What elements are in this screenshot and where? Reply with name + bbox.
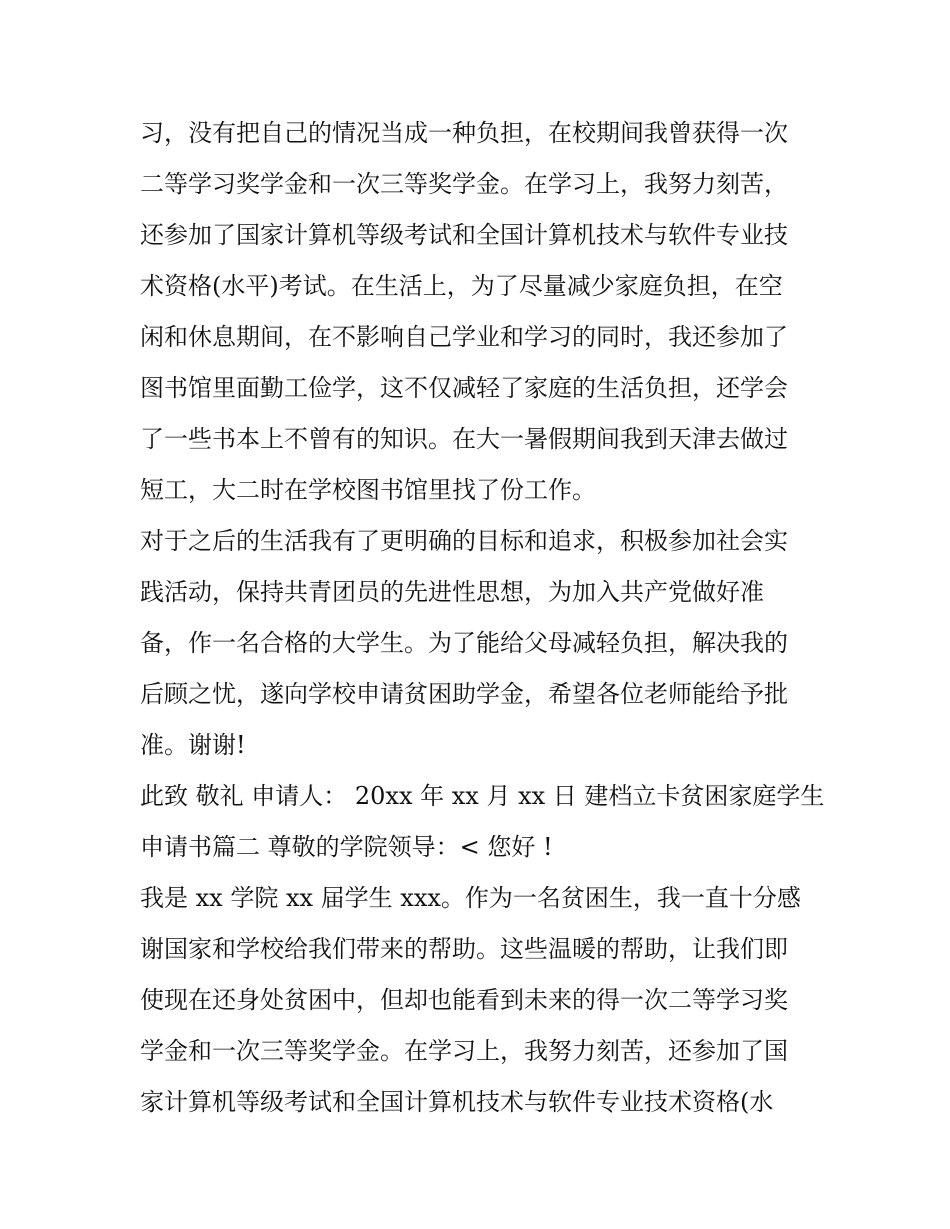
text-line: 准。谢谢! — [140, 731, 246, 759]
text-line: 我是 xx 学院 xx 届学生 xxx。作为一名贫困生，我一直十分感 — [140, 884, 801, 912]
text-line: 此致 敬礼 申请人： 20xx 年 xx 月 xx 日 建档立卡贫困家庭学生 — [140, 782, 825, 810]
text-line: 习，没有把自己的情况当成一种负担，在校期间我曾获得一次 — [140, 119, 788, 147]
text-line: 了一些书本上不曾有的知识。在大一暑假期间我到天津去做过 — [140, 425, 788, 453]
body-text — [140, 108, 825, 1128]
text-line: 谢国家和学校给我们带来的帮助。这些温暖的帮助，让我们即 — [140, 935, 788, 963]
text-line: 学金和一次三等奖学金。在学习上，我努力刻苦，还参加了国 — [140, 1037, 788, 1065]
text-line: 家计算机等级考试和全国计算机技术与软件专业技术资格(水 — [140, 1088, 774, 1116]
text-line: 还参加了国家计算机等级考试和全国计算机技术与软件专业技 — [140, 221, 788, 249]
text-line: 闲和休息期间，在不影响自己学业和学习的同时，我还参加了 — [140, 323, 788, 351]
text-line: 后顾之忧，遂向学校申请贫困助学金，希望各位老师能给予批 — [140, 680, 788, 708]
text-line: 对于之后的生活我有了更明确的目标和追求，积极参加社会实 — [140, 527, 788, 555]
text-line: 二等学习奖学金和一次三等奖学金。在学习上，我努力刻苦， — [140, 170, 788, 198]
text-line: 践活动，保持共青团员的先进性思想，为加入共产党做好准 — [140, 578, 764, 606]
text-line: 短工，大二时在学校图书馆里找了份工作。 — [140, 476, 596, 504]
text-line: 术资格(水平)考试。在生活上，为了尽量减少家庭负担，在空 — [140, 272, 783, 300]
text-line: 申请书篇二 尊敬的学院领导：< 您好 ! — [140, 833, 553, 861]
text-line: 图书馆里面勤工俭学，这不仅减轻了家庭的生活负担，还学会 — [140, 374, 788, 402]
text-line: 使现在还身处贫困中，但却也能看到未来的得一次二等学习奖 — [140, 986, 788, 1014]
text-line: 备，作一名合格的大学生。为了能给父母减轻负担，解决我的 — [140, 629, 788, 657]
